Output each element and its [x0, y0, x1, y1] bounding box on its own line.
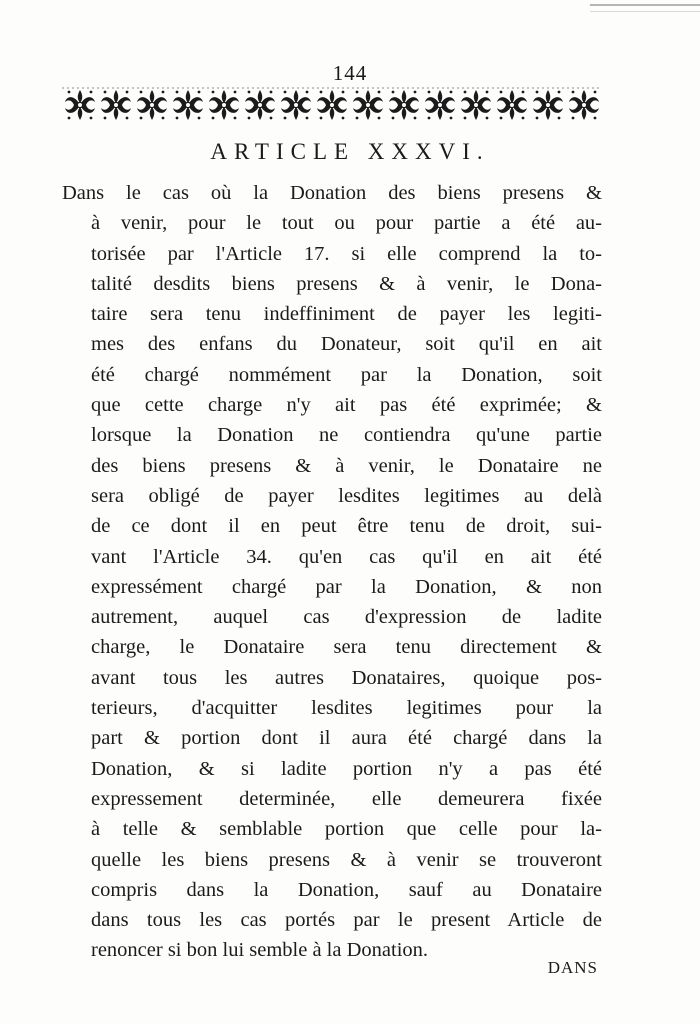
text-line: été chargé nommément par la Donation, soit — [91, 363, 602, 386]
text-line: à telle & semblable portion que celle pour la- — [91, 818, 602, 841]
text-line: expressement determinée, elle demeurera fixée — [91, 787, 602, 810]
text-line: quelle les biens presens & à venir se trouveront — [91, 848, 602, 871]
text-line: part & portion dont il aura été chargé dans la — [91, 727, 602, 750]
text-line: taire sera tenu indeffiniment de payer les legiti- — [91, 303, 602, 326]
catchword: DANS — [547, 958, 598, 977]
text-line: charge, le Donataire sera tenu directement & — [91, 636, 602, 659]
text-line: lorsque la Donation ne contiendra qu'une partie — [91, 424, 602, 447]
text-line: de ce dont il en peut être tenu de droit, sui- — [91, 515, 602, 538]
text-line: des biens presens & à venir, le Donataire ne — [91, 454, 602, 477]
text-line: compris dans la Donation, sauf au Donataire — [91, 878, 602, 901]
text-line: dans tous les cas portés par le present Article de — [91, 909, 602, 932]
text-line: renoncer si bon lui semble à la Donation. — [91, 939, 429, 962]
text-line: vant l'Article 34. qu'en cas qu'il en ait été — [91, 545, 602, 568]
text-line: Donation, & si ladite portion n'y a pas été — [91, 757, 602, 780]
scan-edge-mark — [590, 4, 700, 12]
text-line: torisée par l'Article 17. si elle comprend la to- — [91, 242, 602, 265]
text-line: mes des enfans du Donateur, soit qu'il en ait — [91, 333, 602, 356]
article-heading: ARTICLE XXXVI. — [210, 139, 490, 164]
text-line: avant tous les autres Donataires, quoique pos- — [91, 666, 602, 689]
text-line: terieurs, d'acquitter lesdites legitimes pour la — [91, 697, 602, 720]
article-body — [62, 178, 602, 966]
text-line: à venir, pour le tout ou pour partie a été au- — [91, 212, 602, 235]
page-number: 144 — [332, 61, 368, 85]
text-line: sera obligé de payer lesdites legitimes au delà — [91, 484, 602, 507]
text-line: autrement, auquel cas d'expression de ladite — [91, 606, 602, 629]
text-line: que cette charge n'y ait pas été exprimée; & — [91, 394, 602, 417]
text-line: talité desdits biens presens & à venir, le Dona- — [91, 272, 602, 295]
fleuron-band-icon — [62, 86, 602, 124]
text-line: expressément chargé par la Donation, & non — [91, 575, 602, 598]
text-line: Dans le cas où la Donation des biens presens & — [62, 182, 602, 204]
